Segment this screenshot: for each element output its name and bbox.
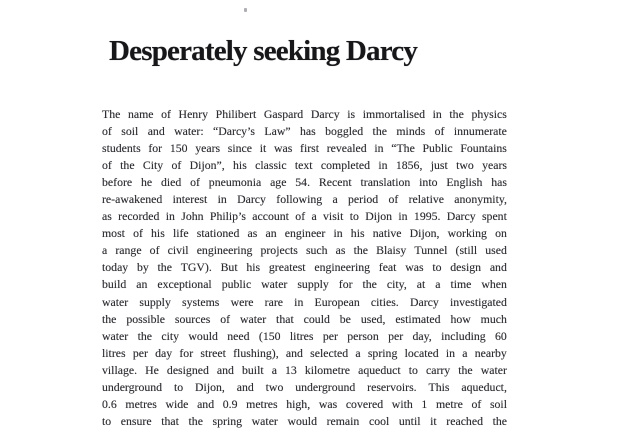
body-text-line: to ensure that the spring water would remain cool until it reached the [102,413,507,428]
body-text-line: of soil and water: “Darcy’s Law” has boggled the minds of innumerate [102,124,507,139]
body-text-line: The name of Henry Philibert Gaspard Darcy is immortalised in the physics [102,107,507,121]
body-text-line: today by the TGV). But his greatest engineering feat was to design and [102,260,507,275]
body-text-line: most of his life stationed as an engineer in his native Dijon, working on [102,226,507,241]
body-text-line: before he died of pneumonia age 54. Recent translation into English has [102,175,507,190]
body-text-line: as recorded in John Philip’s account of a visit to Dijon in 1995. Darcy spent [102,209,507,224]
body-text-line: litres per day for street flushing), and selected a spring located in a nearby [102,345,507,360]
scan-artifact [244,8,247,12]
article-title: Desperately seeking Darcy [109,35,418,68]
body-text-line: re-awakened interest in Darcy following a period of relative anonymity, [102,192,507,207]
body-text-line: of the City of Dijon”, his classic text completed in 1856, just two years [102,158,507,173]
body-text-line: water the city would need (150 litres per person per day, including 60 [102,328,507,343]
body-text-line: underground to Dijon, and two underground reservoirs. This aqueduct, [102,379,507,394]
body-text-line: village. He designed and built a 13 kilometre aqueduct to carry the water [102,362,507,377]
body-text-line: students for 150 years since it was first revealed in “The Public Fountains [102,141,507,156]
article-body [102,107,507,431]
body-text-line: a range of civil engineering projects such as the Blaisy Tunnel (still used [102,243,507,258]
body-text-line: the possible sources of water that could be used, estimated how much [102,311,507,326]
body-text-line: build an exceptional public water supply for the city, at a time when [102,277,507,292]
body-text-line: 0.6 metres wide and 0.9 metres high, was covered with 1 metre of soil [102,396,507,411]
body-text-line: water supply systems were rare in European cities. Darcy investigated [102,294,507,309]
